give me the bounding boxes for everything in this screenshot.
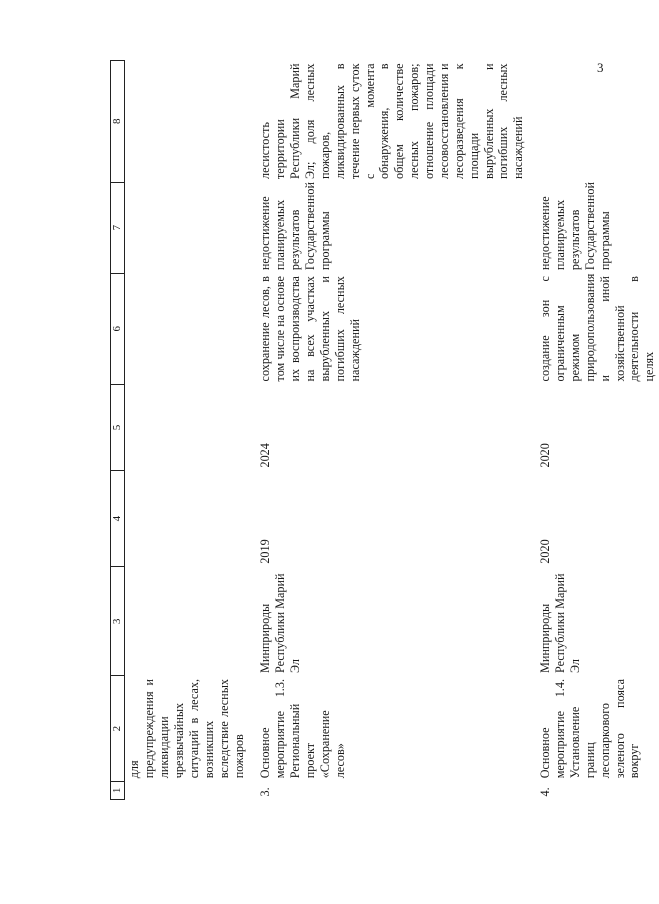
column-header-6: 6 — [111, 273, 125, 384]
table-row — [125, 61, 249, 800]
column-header-1: 1 — [111, 781, 125, 799]
row-number — [125, 781, 249, 799]
column-header-8: 8 — [111, 61, 125, 183]
expected-result: создание зон с ограниченным режимом природопользования и иной хозяйственной деятельности в целях — [538, 273, 657, 382]
measure-name: Основное мероприятие 1.4. Установление границ лесопаркового зеленого пояса вокруг — [538, 679, 642, 779]
executor: Минприроды Республики Марий Эл — [258, 573, 303, 673]
table-row — [528, 61, 659, 800]
program-measures-table — [110, 60, 659, 800]
rotated-table-page — [110, 60, 657, 800]
column-header-5: 5 — [111, 384, 125, 470]
expected-result — [125, 273, 249, 384]
end-year: 2024 — [258, 443, 273, 468]
measure-name: Основное мероприятие 1.3. Региональный проект «Сохранение лесов» — [258, 679, 347, 779]
linked-indicator — [528, 61, 659, 183]
column-number-header-row — [111, 61, 125, 800]
non-implementation-consequence — [125, 182, 249, 273]
column-header-4: 4 — [111, 471, 125, 567]
non-implementation-consequence: недостижение планируемых результатов Государственной программы — [258, 181, 332, 271]
column-header-2: 2 — [111, 676, 125, 781]
column-header-7: 7 — [111, 182, 125, 273]
expected-result: сохранение лесов, в том числе на основе их воспроизводства на всех участках вырубленных и погибших лесных насаждений — [258, 276, 362, 382]
non-implementation-consequence: недостижение планируемых результатов Государственной программы — [538, 181, 612, 271]
executor: Минприроды Республики Марий Эл — [538, 573, 582, 673]
start-year: 2020 — [538, 539, 553, 564]
page-number: 3 — [597, 60, 604, 75]
column-header-3: 3 — [111, 567, 125, 676]
table-row — [248, 61, 528, 800]
linked-indicator: лесистость территории Республики Марий Эл; доля лесных пожаров, ликвидированных в течение первых суток с момента обнаружения, в общем количестве лесных пожаров; отношение площади лесовосстановления и лесоразведения к площади вырубленных и погибших лесных насаждений — [258, 63, 526, 180]
measure-name: для предупреждения и ликвидации чрезвычайных ситуаций в лесах, возникших вследствие лесных пожаров — [127, 679, 246, 779]
row-number: 3. — [258, 787, 273, 797]
end-year — [125, 384, 249, 470]
start-year — [125, 471, 249, 567]
row-number: 4. — [538, 787, 553, 797]
executor — [125, 567, 249, 676]
linked-indicator — [125, 61, 249, 183]
start-year: 2019 — [258, 539, 273, 564]
end-year: 2020 — [538, 443, 553, 468]
